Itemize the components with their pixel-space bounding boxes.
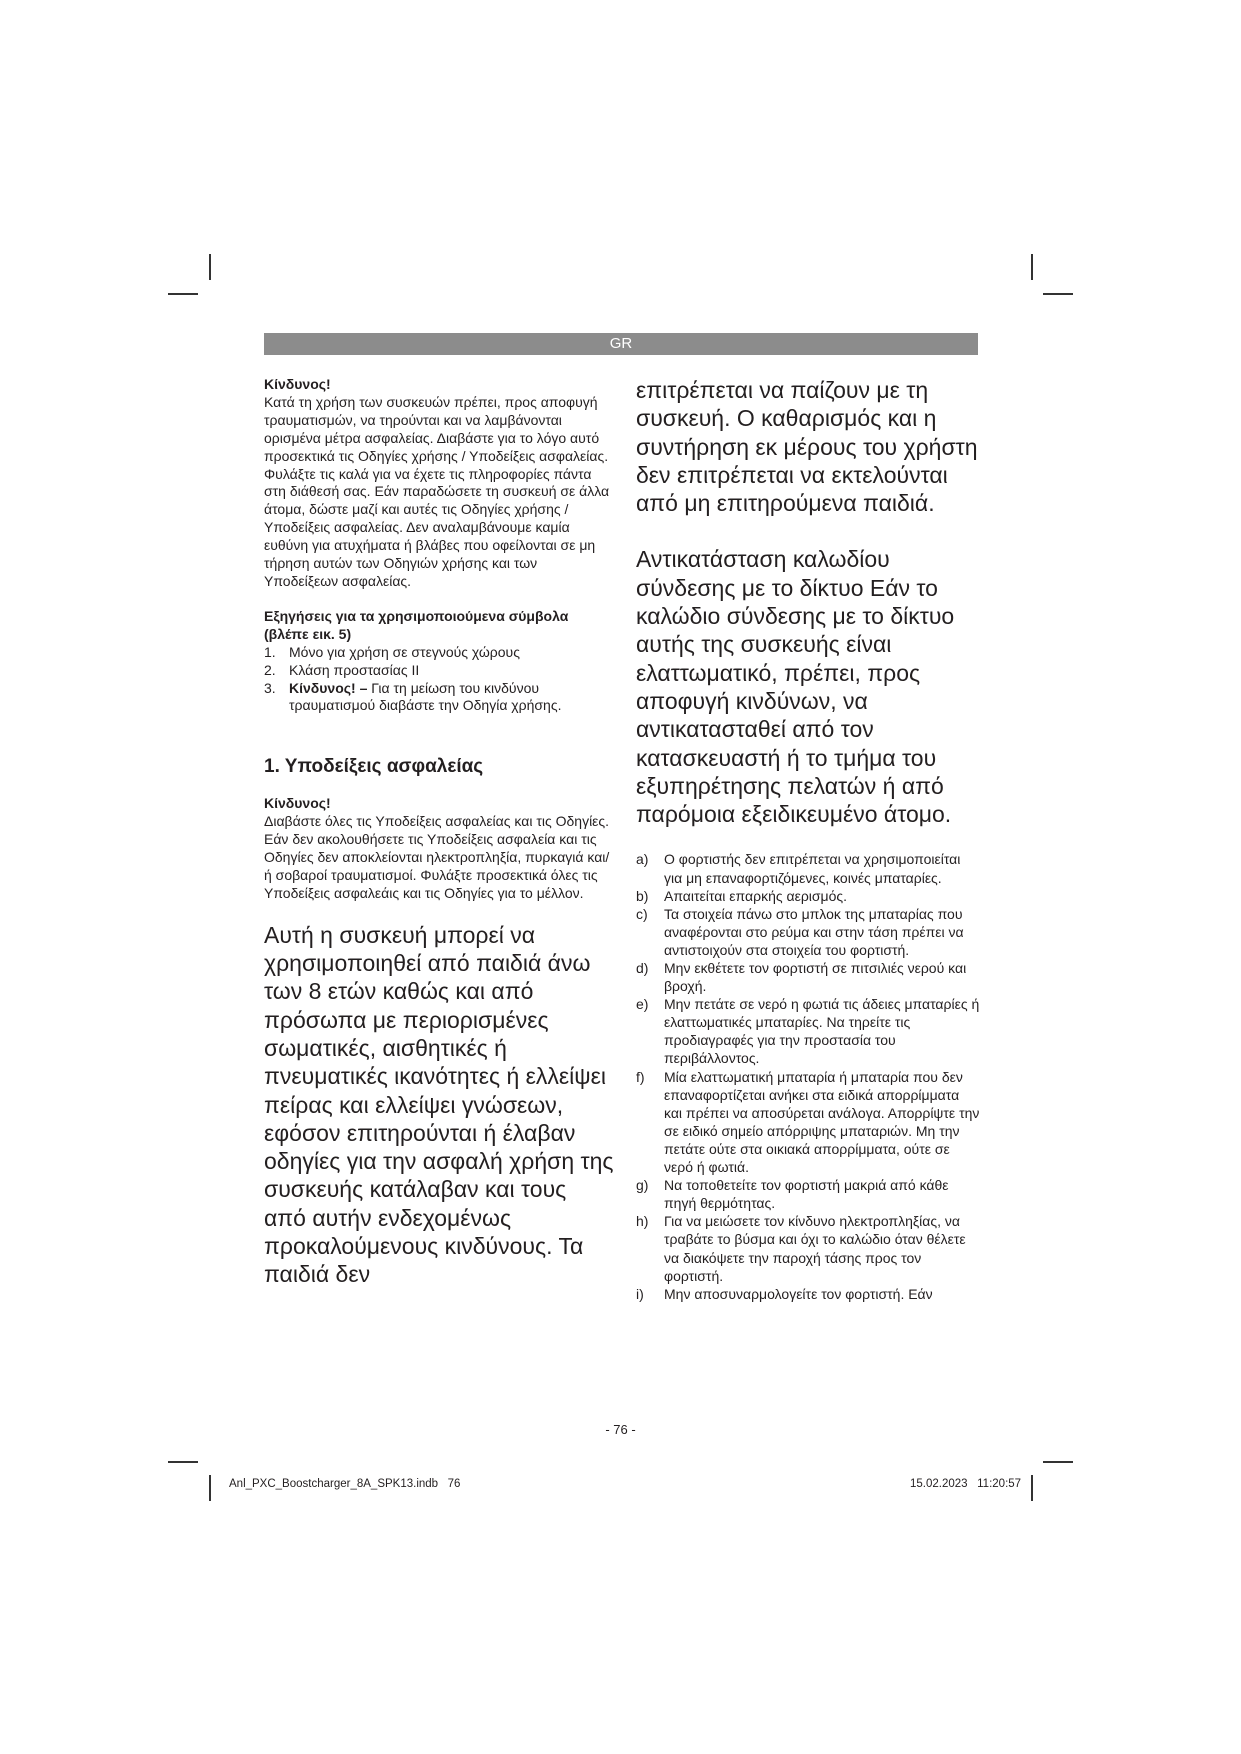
- list-item: b) Απαιτείται επαρκής αερισμός.: [636, 887, 848, 904]
- list-item: 1. Μόνο για χρήση σε στεγνούς χώρους: [264, 643, 520, 660]
- symbols-heading: Εξηγήσεις για τα χρησιμοποιούμενα σύμβολα (βλέπε εικ. 5): [264, 607, 569, 642]
- list-item: g) Να τοποθετείτε τον φορτιστή μακριά από κάθε πηγή θερμότητας.: [636, 1177, 949, 1212]
- symbols-list: [264, 644, 614, 716]
- warning-title: Κίνδυνος!: [264, 376, 331, 392]
- language-header-bar: [264, 333, 978, 355]
- safety-items-list: [636, 850, 981, 1302]
- large-notice-text: επιτρέπεται να παίζουν με τη συσκευή. Ο καθαρισμός και η συντήρηση εκ μέρους του χρήστη δεν επιτρέπεται να εκτελούνται από μη επιτηρούμενα παιδιά.: [636, 377, 978, 517]
- cable-replacement-notice: Αντικατάσταση καλωδίου σύνδεσης με το δίκτυο Εάν το καλώδιο σύνδεσης με το δίκτυο αυτής της συσκευής είναι ελαττωματικό, πρέπει, προς αποφυγή κινδύνων, να αντικατασταθεί από τον κατασκευαστή ή το τμήμα του εξυπηρέτησης πελατών ή από παρόμοια εξειδικευμένο άτομο.: [636, 546, 955, 828]
- warning-title: Κίνδυνος!: [264, 795, 331, 812]
- right-column: [636, 376, 981, 1303]
- list-item: d) Μην εκθέτετε τον φορτιστή σε πιτσιλιές νερού και βροχή.: [636, 960, 967, 995]
- footer-timestamp: 15.02.2023 11:20:57: [910, 1478, 1022, 1490]
- large-notice-text: Αυτή η συσκευή μπορεί να χρησιμοποιηθεί από παιδιά άνω των 8 ετών καθώς και από πρόσωπα με περιορισμένες σωματικές, αισθητικές ή πνευματικές ικανότητες ή ελλείψει πείρας και ελλείψει γνώσεων, εφόσον επιτηρούνται ή έλαβαν οδηγίες για την ασφαλή χρήση της συσκευής κατάλαβαν και τους από αυτήν ενδεχομένως προκαλούμενους κινδύνους. Τα παιδιά δεν: [264, 921, 614, 1288]
- footer-filename: Anl_PXC_Boostcharger_8A_SPK13.indb 76: [229, 1478, 461, 1490]
- list-item: f) Μία ελαττωματική μπαταρία ή μπαταρία που δεν επαναφορτίζεται ανήκει στα ειδικά απορρίμματα και πρέπει να αποσύρεται ανάλογα. Απορρίψτε την σε ειδικό σημείο απόρριψης μπαταριών. Μη την πετάτε ούτε στα οικιακά απορρίμματα, ούτε σε νερό ή φωτιά.: [636, 1068, 980, 1176]
- list-item: a) Ο φορτιστής δεν επιτρέπεται να χρησιμοποιείται για μη επαναφορτιζόμενες, κοινές μπαταρίες.: [636, 851, 961, 886]
- crop-mark-top-left-h: [168, 293, 198, 295]
- crop-mark-bottom-right-h: [1043, 1461, 1073, 1463]
- crop-mark-bottom-right-v: [1031, 1475, 1033, 1501]
- crop-mark-top-left-v: [209, 254, 211, 280]
- left-column: [264, 376, 614, 1289]
- list-item: 2. Κλάση προστασίας II: [264, 661, 420, 678]
- language-code: GR: [609, 335, 633, 352]
- section-title: 1. Υποδείξεις ασφαλείας: [264, 756, 484, 778]
- crop-mark-bottom-left-h: [168, 1461, 198, 1463]
- list-item: 3. Κίνδυνος! – Για τη μείωση του κινδύνου τραυματισμού διαβάστε την Οδηγία χρήσης.: [264, 679, 562, 714]
- crop-mark-top-right-v: [1031, 254, 1033, 280]
- page-number: - 76 -: [605, 1422, 636, 1437]
- crop-mark-bottom-left-v: [209, 1475, 211, 1501]
- list-item: c) Τα στοιχεία πάνω στο μπλοκ της μπαταρίας που αναφέρονται στο ρεύμα και στην τάση πρέπει να αντιστοιχούν στα στοιχεία του φορτιστή.: [636, 905, 964, 958]
- list-item: e) Μην πετάτε σε νερό η φωτιά τις άδειες μπαταρίες ή ελαττωματικές μπαταρίες. Να τηρείτε τις προδιαγραφές για την προστασία του περιβάλλοντος.: [636, 996, 980, 1067]
- list-item: h) Για να μειώσετε τον κίνδυνο ηλεκτροπληξίας, να τραβάτε το βύσμα και όχι το καλώδιο όταν θέλετε να διακόψετε την παροχή τάσης προς τον φορτιστή.: [636, 1213, 966, 1284]
- warning-text: Διαβάστε όλες τις Υποδείξεις ασφαλείας και τις Οδηγίες. Εάν δεν ακολουθήσετε τις Υποδείξεις ασφαλεία και τις Οδηγίες δεν αποκλείονται ηλεκτροπληξία, πυρκαγιά και/ή σοβαροί τραυματισμοί. Φυλάξτε προσεκτικά όλες τις Υποδείξεις ασφαλεάις και τις Οδηγίες για το μέλλον.: [264, 813, 610, 901]
- warning-text: Κατά τη χρήση των συσκευών πρέπει, προς αποφυγή τραυματισμών, να τηρούνται και να λαμβάνονται ορισμένα μέτρα ασφαλείας. Διαβάστε για το λόγο αυτό προσεκτικά τις Οδηγίες χρήσης / Υποδείξεις ασφαλείας. Φυλάξτε τις καλά για να έχετε τις πληροφορίες πάντα στη διάθεσή σας. Εάν παραδώσετε τη συσκευή σε άλλα άτομα, δώστε μαζί και αυτές τις Οδηγίες χρήσης / Υποδείξεις ασφαλείας. Δεν αναλαμβάνουμε καμία ευθύνη για ατυχήματα ή βλάβες που οφείλονται σε μη τήρηση αυτών των Οδηγιών χρήσης και των Υποδείξεων ασφαλείας.: [264, 393, 610, 589]
- list-item: i) Μην αποσυναρμολογείτε τον φορτιστή. Εάν: [636, 1285, 933, 1302]
- crop-mark-top-right-h: [1043, 293, 1073, 295]
